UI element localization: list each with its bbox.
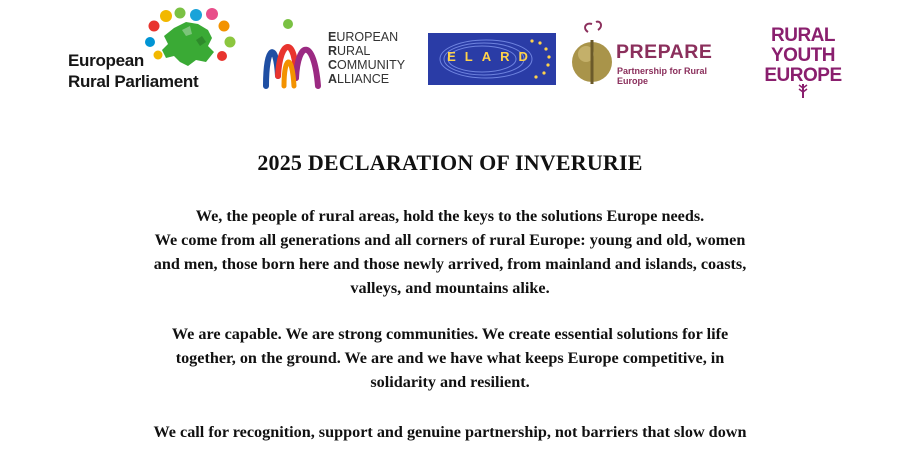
european-rural-parliament-logo [62,6,242,98]
erp-logo-text: European Rural Parliament [68,51,199,91]
elard-logo-text: ELARD [447,49,537,64]
tree-icon [570,20,616,88]
text-line: valleys, and mountains alike. [350,279,550,297]
text-line: We, the people of rural areas, hold the keys to the solutions Europe needs. [195,207,705,225]
elard-logo [428,33,556,85]
prepare-logo-title: PREPARE [616,41,713,63]
figures-icon [262,16,324,92]
text-line: solidarity and resilient. [370,373,530,391]
rural-youth-europe-logo [752,26,862,98]
paragraph-call [100,420,800,444]
text-line: We call for recognition, support and genuine partnership, not barriers that slow down [153,423,747,441]
paragraph-intro [100,204,800,300]
erca-logo-text: EUROPEAN RURAL COMMUNITY ALLIANCE [328,30,406,86]
erca-logo [262,16,422,92]
declaration-title: 2025 DECLARATION OF INVERURIE [257,150,643,175]
wheat-icon [797,84,809,98]
text-line: together, on the ground. We are and we have what keeps Europe competitive, in [175,349,725,367]
text-line: and men, those born here and those newly arrived, from mainland and islands, coasts, [153,255,747,273]
paragraph-capable [100,322,800,394]
rye-logo-text: RURAL YOUTH EUROPE [764,25,842,86]
prepare-logo [570,20,740,88]
text-line: We come from all generations and all corners of rural Europe: young and old, women [154,231,746,249]
partner-logos [0,0,900,110]
prepare-logo-subtitle: Partnership for Rural Europe [617,66,708,86]
text-line: We are capable. We are strong communities. We create essential solutions for life [171,325,729,343]
